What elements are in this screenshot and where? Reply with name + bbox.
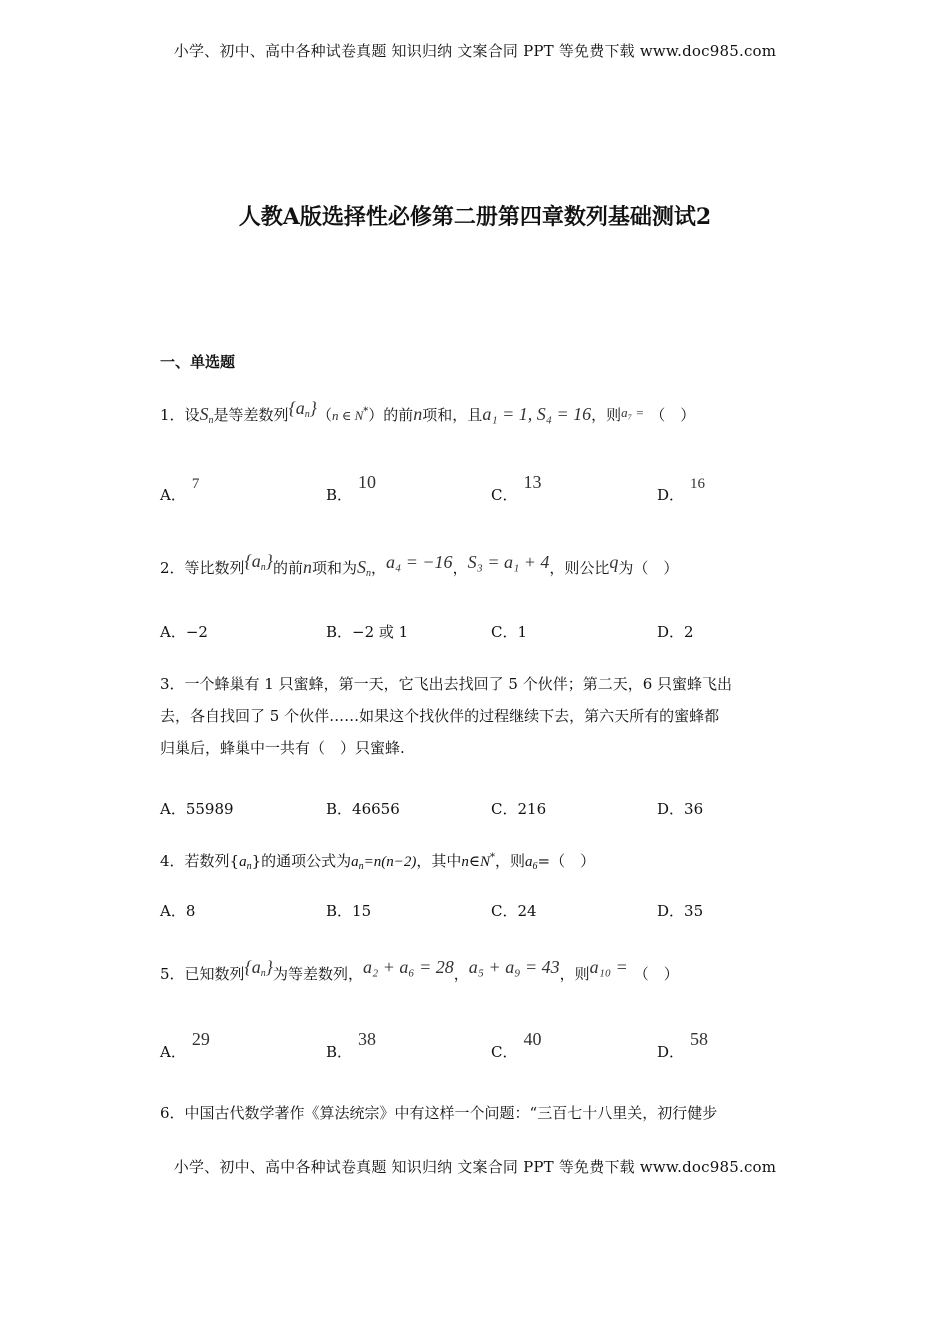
option-label: C． [491,486,518,504]
q3-option-d[interactable] [657,798,703,819]
option-label: D． [657,623,685,641]
q2-q: q [609,552,619,572]
option-value: 38 [358,1029,377,1049]
q5-option-d[interactable] [657,1029,709,1062]
option-value: −2 或 1 [352,623,409,641]
q3-option-c[interactable] [491,798,546,819]
q5-option-a[interactable] [160,1029,210,1062]
option-value: 13 [523,472,542,492]
q3-option-b[interactable] [326,798,400,819]
q1-cond: n ∈ N [331,408,364,423]
question-3 [160,668,785,764]
option-label: B． [326,800,353,818]
option-value: 36 [684,800,704,818]
q4-text: ∈ [468,852,480,870]
option-value: 7 [191,476,200,492]
q2-cond1: a₄ = −16 [386,552,453,572]
q4-option-b[interactable] [326,900,371,921]
option-label: B． [326,486,353,504]
q1-ask: a₇ = [621,405,645,420]
option-value: 29 [191,1029,210,1049]
option-value: 10 [358,472,377,492]
q1-n: n [413,404,423,424]
q2-text: 的前 [272,559,303,577]
option-value: 24 [517,902,537,920]
option-value: 8 [185,902,196,920]
q1-text: ，则 [591,406,622,424]
option-label: C． [491,623,518,641]
q5-text: 为等差数列， [272,965,363,983]
q3-line: 去，各自找回了 5 个伙伴……如果这个找伙伴的过程继续下去，第六天所有的蜜蜂都 [160,707,720,725]
option-label: D． [657,800,685,818]
q5-cond2: a₅ + a₉ = 43 [468,957,560,977]
q4-formula: =n(n−2) [363,854,417,870]
q1-option-b[interactable] [326,472,377,505]
q4-option-a[interactable] [160,900,195,921]
q2-text: 为（ ） [618,559,679,577]
question-4: 4．若数列$\{a_n\}$的通项公式为$a_n=n(n-2)$，其中n∈N*，则$a_6=$（ ） [160,852,596,872]
q2-sn: $S_n$ [356,557,371,579]
option-label: C． [491,902,518,920]
q2-text: 项和为 [311,559,357,577]
option-value: 40 [523,1029,542,1049]
option-label: A． [160,800,186,818]
q1-option-c[interactable] [491,472,542,505]
option-label: A． [160,486,186,504]
option-label: C． [491,1043,518,1061]
q5-number: 5．已知数列 [160,965,245,983]
option-value: 46656 [352,800,400,818]
section-heading: 一、单选题 [160,353,236,371]
q3-line: 归巢后，蜂巢中一共有（ ）只蜜蜂. [160,739,405,757]
q1-number: 1．设 [160,406,200,424]
question-2: 2．等比数列$\{a_n\}$的前n项和为$S_n$，a₄ = −16，S₃ = a₁ + 4，则公比q为（ ） [160,551,679,579]
q4-number: 4．若数列{ [160,852,240,870]
option-value: 58 [690,1029,709,1049]
q5-paren: （ ） [633,965,679,983]
q5-cond1: a₂ + a₆ = 28 [362,957,454,977]
option-label: B． [326,623,353,641]
option-label: A． [160,1043,186,1061]
option-value: 216 [517,800,547,818]
option-label: C． [491,800,518,818]
page-title: 人教A版选择性必修第二册第四章数列基础测试2 [238,204,712,230]
q2-number: 2．等比数列 [160,559,245,577]
q4-option-d[interactable] [657,900,703,921]
q4-option-c[interactable] [491,900,537,921]
option-label: A． [160,902,186,920]
page-header: 小学、初中、高中各种试卷真题 知识归纳 文案合同 PPT 等免费下载 www.doc985.com [173,42,777,60]
q2-option-a[interactable] [160,621,208,642]
q5-text: ，则 [559,965,590,983]
option-label: B． [326,902,353,920]
q1-option-d[interactable] [657,476,706,505]
q1-text: （ [316,406,332,424]
option-label: B． [326,1043,353,1061]
q2-option-d[interactable] [657,621,694,642]
q1-text: ）的前 [368,406,414,424]
q5-option-c[interactable] [491,1029,542,1062]
option-label: D． [657,1043,685,1061]
question-6: 6．中国古代数学著作《算法统宗》中有这样一个问题：“三百七十八里关，初行健步 [160,1104,718,1122]
q4-text: ，则 [495,852,526,870]
q4-text: ，其中 [416,852,462,870]
q3-line: 3．一个蜂巢有 1 只蜜蜂，第一天，它飞出去找回了 5 个伙伴；第二天，6 只蜜蜂飞出 [160,675,733,693]
q5-ask: a₁₀ = [589,957,628,977]
question-5: 5．已知数列$\{a_n\}$为等差数列，a₂ + a₆ = 28，a₅ + a₉ = 43，则a₁₀ = （ ） [160,957,679,983]
q1-option-a[interactable] [160,476,200,505]
q3-option-a[interactable] [160,798,234,819]
q2-cond2: S₃ = a₁ + 4 [467,552,550,572]
q5-option-b[interactable] [326,1029,377,1062]
option-value: −2 [185,623,208,641]
q5-seq: $\{a_n\}$ [244,957,273,979]
option-value: 15 [352,902,372,920]
q1-seq: $\{a_n\}$ [288,398,317,420]
option-value: 55989 [185,800,234,818]
option-label: D． [657,486,685,504]
option-label: D． [657,902,685,920]
option-value: 35 [684,902,704,920]
q2-seq: $\{a_n\}$ [244,551,273,573]
q1-text: 项和，且 [422,406,483,424]
q4-text: }的通项公式为 [251,852,352,870]
q2-text: ，则公比 [549,559,610,577]
question-1: 1．设$S_n$是等差数列$\{a_n\}(n$ ∈ N*）的前n项和，且a₁ = 1, S₄ = 16，则a₇ = （ ） [160,398,696,426]
option-value: 1 [517,623,528,641]
q1-given: a₁ = 1, S₄ = 16 [482,404,592,424]
q2-option-c[interactable] [491,621,527,642]
option-label: A． [160,623,186,641]
q4-text: =（ ） [537,852,596,870]
option-value: 16 [690,476,706,492]
q1-text: 是等差数列 [213,406,289,424]
q1-sn: $S_n$ [199,404,214,426]
q2-n: n [302,557,312,577]
q2-option-b[interactable] [326,621,408,642]
page-footer: 小学、初中、高中各种试卷真题 知识归纳 文案合同 PPT 等免费下载 www.doc985.com [173,1158,777,1176]
option-value: 2 [684,623,694,641]
q1-paren: （ ） [650,406,696,424]
